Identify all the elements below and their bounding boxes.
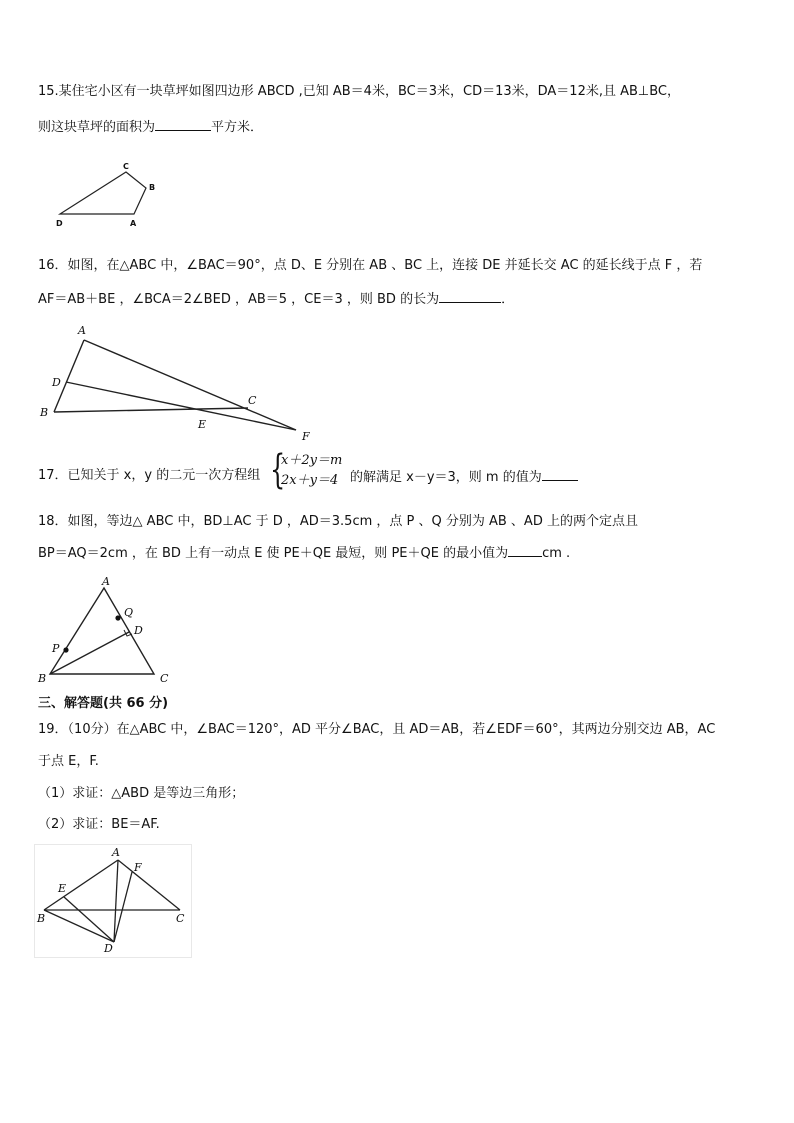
q19-label-b: B — [37, 912, 46, 925]
q19-line1: 19．（10分）在△ABC 中，∠BAC＝120°，AD 平分∠BAC，且 AD＝AB，若∠EDF＝60°，其两边分别交边 AB，AC — [38, 722, 716, 737]
q18-segment-bd — [50, 632, 129, 674]
q16-label-a: A — [78, 324, 86, 337]
q17-equation-system — [281, 451, 342, 491]
q19-label-d: D — [104, 942, 113, 955]
q19-figure — [34, 844, 192, 958]
q19-part2: （2）求证：BE＝AF. — [38, 817, 160, 832]
q18-triangle-figure — [36, 574, 186, 686]
q15-label-b: B — [149, 183, 156, 192]
q17-eq2: 2x＋y＝4 — [281, 473, 339, 488]
q16-label-d: D — [52, 376, 61, 389]
q16-triangle-figure — [36, 320, 326, 445]
q19-label-c: C — [176, 912, 185, 925]
q15-label-d: D — [56, 219, 63, 228]
q19-line2: 于点 E，F. — [38, 754, 99, 769]
q18-answer-blank[interactable] — [508, 542, 542, 557]
q19-part1: （1）求证：△ABD 是等边三角形； — [38, 786, 245, 801]
q19-label-e: E — [58, 882, 67, 895]
q18-label-p: P — [52, 642, 60, 655]
q17-brace: { — [270, 447, 286, 493]
q18-line2-pre: BP＝AQ＝2cm ，在 BD 上有一动点 E 使 PE＋QE 最短，则 PE＋QE 的最小值为 — [38, 546, 509, 561]
q15-answer-blank[interactable] — [155, 116, 211, 131]
q17-post-line — [350, 466, 578, 488]
q15-line2-post: 平方米． — [211, 120, 264, 135]
q16-line2-pre: AF＝AB＋BE ，∠BCA＝2∠BED ，AB＝5 ，CE＝3 ，则 BD 的长为 — [38, 292, 440, 307]
q19-segment-ac — [118, 860, 180, 910]
q15-quadrilateral-figure — [48, 160, 168, 232]
q16-line1: 16．如图，在△ABC 中，∠BAC＝90°，点 D、E 分别在 AB 、BC 上，连接 DE 并延长交 AC 的延长线于点 F ，若 — [38, 258, 703, 273]
q19-segment-de — [64, 897, 114, 942]
q18-label-q: Q — [124, 606, 134, 619]
q18-line2 — [38, 542, 570, 564]
q19-label-f: F — [134, 861, 142, 874]
q17-post: 的解满足 x－y＝3，则 m 的值为 — [350, 470, 542, 485]
q16-segment-bc — [54, 408, 248, 412]
q19-label-a: A — [112, 846, 120, 859]
q18-label-a: A — [102, 575, 110, 588]
q18-label-c: C — [160, 672, 169, 685]
q18-line1: 18．如图，等边△ ABC 中，BD⊥AC 于 D ，AD＝3.5cm ，点 P 、Q 分别为 AB 、AD 上的两个定点且 — [38, 514, 638, 529]
q19-segment-bd — [44, 910, 114, 942]
section-3-heading: 三、解答题(共 66 分) — [38, 696, 169, 711]
q18-line2-post: cm . — [542, 546, 571, 561]
q18-point-p — [63, 647, 68, 652]
q16-label-c: C — [248, 394, 257, 407]
q17-pre: 17．已知关于 x，y 的二元一次方程组 — [38, 468, 261, 483]
q16-line2 — [38, 288, 514, 310]
q16-segment-af — [84, 340, 296, 430]
q15-line1: 15.某住宅小区有一块草坪如图四边形 ABCD ,已知 AB＝4米，BC＝3米，CD＝13米，DA＝12米,且 AB⊥BC， — [38, 84, 681, 99]
q16-label-e: E — [198, 418, 207, 431]
q16-segment-df — [66, 382, 296, 430]
q17-eq1: x＋2y＝m — [281, 453, 343, 468]
q17-answer-blank[interactable] — [542, 466, 578, 481]
q18-point-q — [115, 615, 120, 620]
q16-line2-post: ． — [501, 292, 515, 307]
q19-segment-ab — [44, 860, 118, 910]
q15-line2-pre: 则这块草坪的面积为 — [38, 120, 156, 135]
q18-label-d: D — [134, 624, 143, 637]
q16-label-f: F — [302, 430, 310, 443]
q15-line2 — [38, 116, 263, 138]
q16-answer-blank[interactable] — [439, 288, 501, 303]
q15-label-a: A — [130, 219, 137, 228]
q16-label-b: B — [40, 406, 49, 419]
q15-quadrilateral — [60, 172, 146, 214]
q18-label-b: B — [38, 672, 47, 685]
q15-label-c: C — [123, 162, 129, 171]
